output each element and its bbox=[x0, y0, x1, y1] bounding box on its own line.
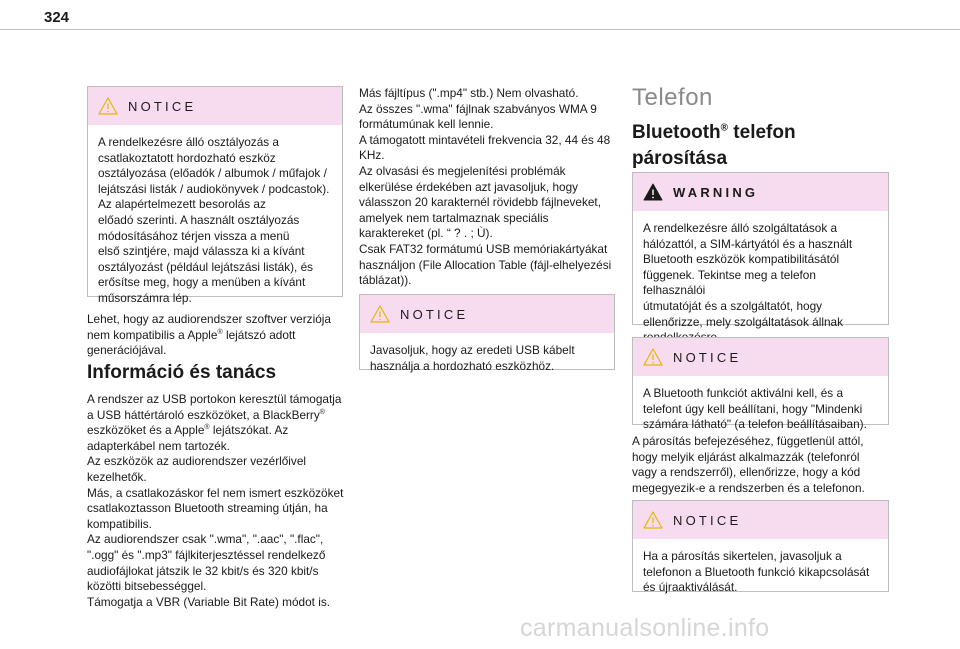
notice-box-pairing-failed bbox=[632, 500, 889, 595]
chapter-title: Telefon bbox=[632, 84, 713, 111]
warning-box-services bbox=[632, 172, 889, 329]
warning-triangle-icon bbox=[643, 183, 663, 201]
pairing-paragraph: A párosítás befejezéséhez, függetlenül attól, hogy melyik eljárást alkalmazzák (telefonról vagy a rendszerről), ellenőrizze, hogy a kód megegyezik-e a rendszerben és a telefonon. bbox=[632, 434, 865, 495]
section-title-b: telefon párosítása bbox=[632, 122, 796, 169]
notice-header bbox=[633, 501, 888, 539]
page-number: 324 bbox=[44, 9, 70, 26]
compatibility-paragraph bbox=[87, 312, 343, 359]
notice-label: NOTICE bbox=[673, 512, 742, 528]
file-format-paragraph: Más fájltípus (".mp4" stb.) Nem olvasható. Az összes ".wma" fájlnak szabványos WMA 9 formátumúnak kell lennie. A támogatott mintavételi frekvencia 32, 44 és 48 KHz. Az olvasási és megjelenítési problémák elkerülése érdekében azt javasoljuk, hogy válasszon 20 karakternél rövidebb fájlneveket, amelyek nem tartalmaznak speciális karaktereket (pl. “ ? . ; Ù). Csak FAT32 formátumú USB memóriakártyákat használjon (File Allocation Table (fájl-elhelyezési táblázat)). bbox=[359, 86, 612, 288]
compatibility-text-a: Lehet, hogy az audiorendszer szoftver verziója nem kompatibilis a Apple bbox=[87, 312, 331, 342]
caution-triangle-icon bbox=[370, 305, 390, 323]
notice-header bbox=[360, 295, 614, 333]
warning-label: WARNING bbox=[673, 184, 759, 200]
notice-header bbox=[633, 338, 888, 376]
notice-text: Javasoljuk, hogy az eredeti USB kábelt használja a hordozható eszközhöz. bbox=[370, 343, 575, 373]
notice-label: NOTICE bbox=[400, 306, 469, 322]
caution-triangle-icon bbox=[643, 348, 663, 366]
info-text-b: eszközöket és a Apple bbox=[87, 423, 205, 438]
notice-text: A rendelkezésre álló osztályozás a csatlakoztatott hordozható eszköz osztályozása (előadók / albumok / műfajok / lejátszási listák / audiokönyvek / podcastok). Az alapértelmezett besorolás az előadó szerinti. A használt osztályozás módosításához térjen vissza a menü első szintjére, majd válassza ki a kívánt osztályozást (például lejátszási listák), és erősítse meg, hogy a menüben a kívánt műsorszámra lép. bbox=[98, 135, 330, 305]
watermark: carmanualsonline.info bbox=[520, 614, 770, 642]
notice-label: NOTICE bbox=[673, 349, 742, 365]
header-divider bbox=[0, 29, 960, 30]
info-text-a: A rendszer az USB portokon keresztül támogatja a USB háttértároló eszközöket, a BlackBerry bbox=[87, 392, 342, 422]
notice-label: NOTICE bbox=[128, 98, 197, 114]
section-title-info: Információ és tanács bbox=[87, 362, 277, 383]
warning-text: A rendelkezésre álló szolgáltatások a hálózattól, a SIM-kártyától és a használt Bluetooth eszközök kompatibilitásától függenek. Tekintse meg a telefon felhasználói útmutatóját és a szolgáltatót, hogy ellenőrizze, mely szolgáltatások állnak bbox=[643, 221, 853, 329]
registered-mark: ® bbox=[720, 122, 729, 134]
info-text-c: lejátszókat. Az adapterkábel nem tartozék. Az eszközök az audiorendszer vezérlőivel kezelhetők. Más, a csatlakozáskor fel nem ismert eszközöket csatlakoztasson Bluetooth streaming útján, ha kompatibilis. Az audiorendszer csak ".wma", ".aac", ".flac", ".ogg" és ".mp3" fájlkiterjesztéssel rendelkező audiofájlokat játszik le 32 kbit/s és 320 kbit/s közötti bitsebességgel. Támogatja a VBR (Variable Bit Rate) módot is. bbox=[87, 423, 344, 609]
notice-box-bluetooth-visible bbox=[632, 337, 889, 432]
registered-mark: ® bbox=[204, 424, 210, 432]
notice-box-classification bbox=[87, 86, 343, 305]
warning-header bbox=[633, 173, 888, 211]
registered-mark: ® bbox=[217, 328, 223, 336]
notice-text: A Bluetooth funkciót aktiválni kell, és a telefont úgy kell beállítani, hogy "Mindenki számára látható" (a telefon beállításaiban). bbox=[643, 386, 867, 432]
registered-mark: ® bbox=[319, 408, 325, 416]
section-title-a: Bluetooth bbox=[632, 122, 721, 143]
caution-triangle-icon bbox=[98, 97, 118, 115]
notice-text: Ha a párosítás sikertelen, javasoljuk a telefonon a Bluetooth funkció kikapcsolását és újraaktiválását. bbox=[643, 549, 870, 595]
notice-box-usb-cable bbox=[359, 294, 615, 373]
caution-triangle-icon bbox=[643, 511, 663, 529]
info-paragraph bbox=[87, 392, 349, 610]
notice-header bbox=[88, 87, 342, 125]
compatibility-text-b: lejátszó adott generációjával. bbox=[87, 327, 296, 358]
section-title-bluetooth bbox=[632, 120, 888, 172]
